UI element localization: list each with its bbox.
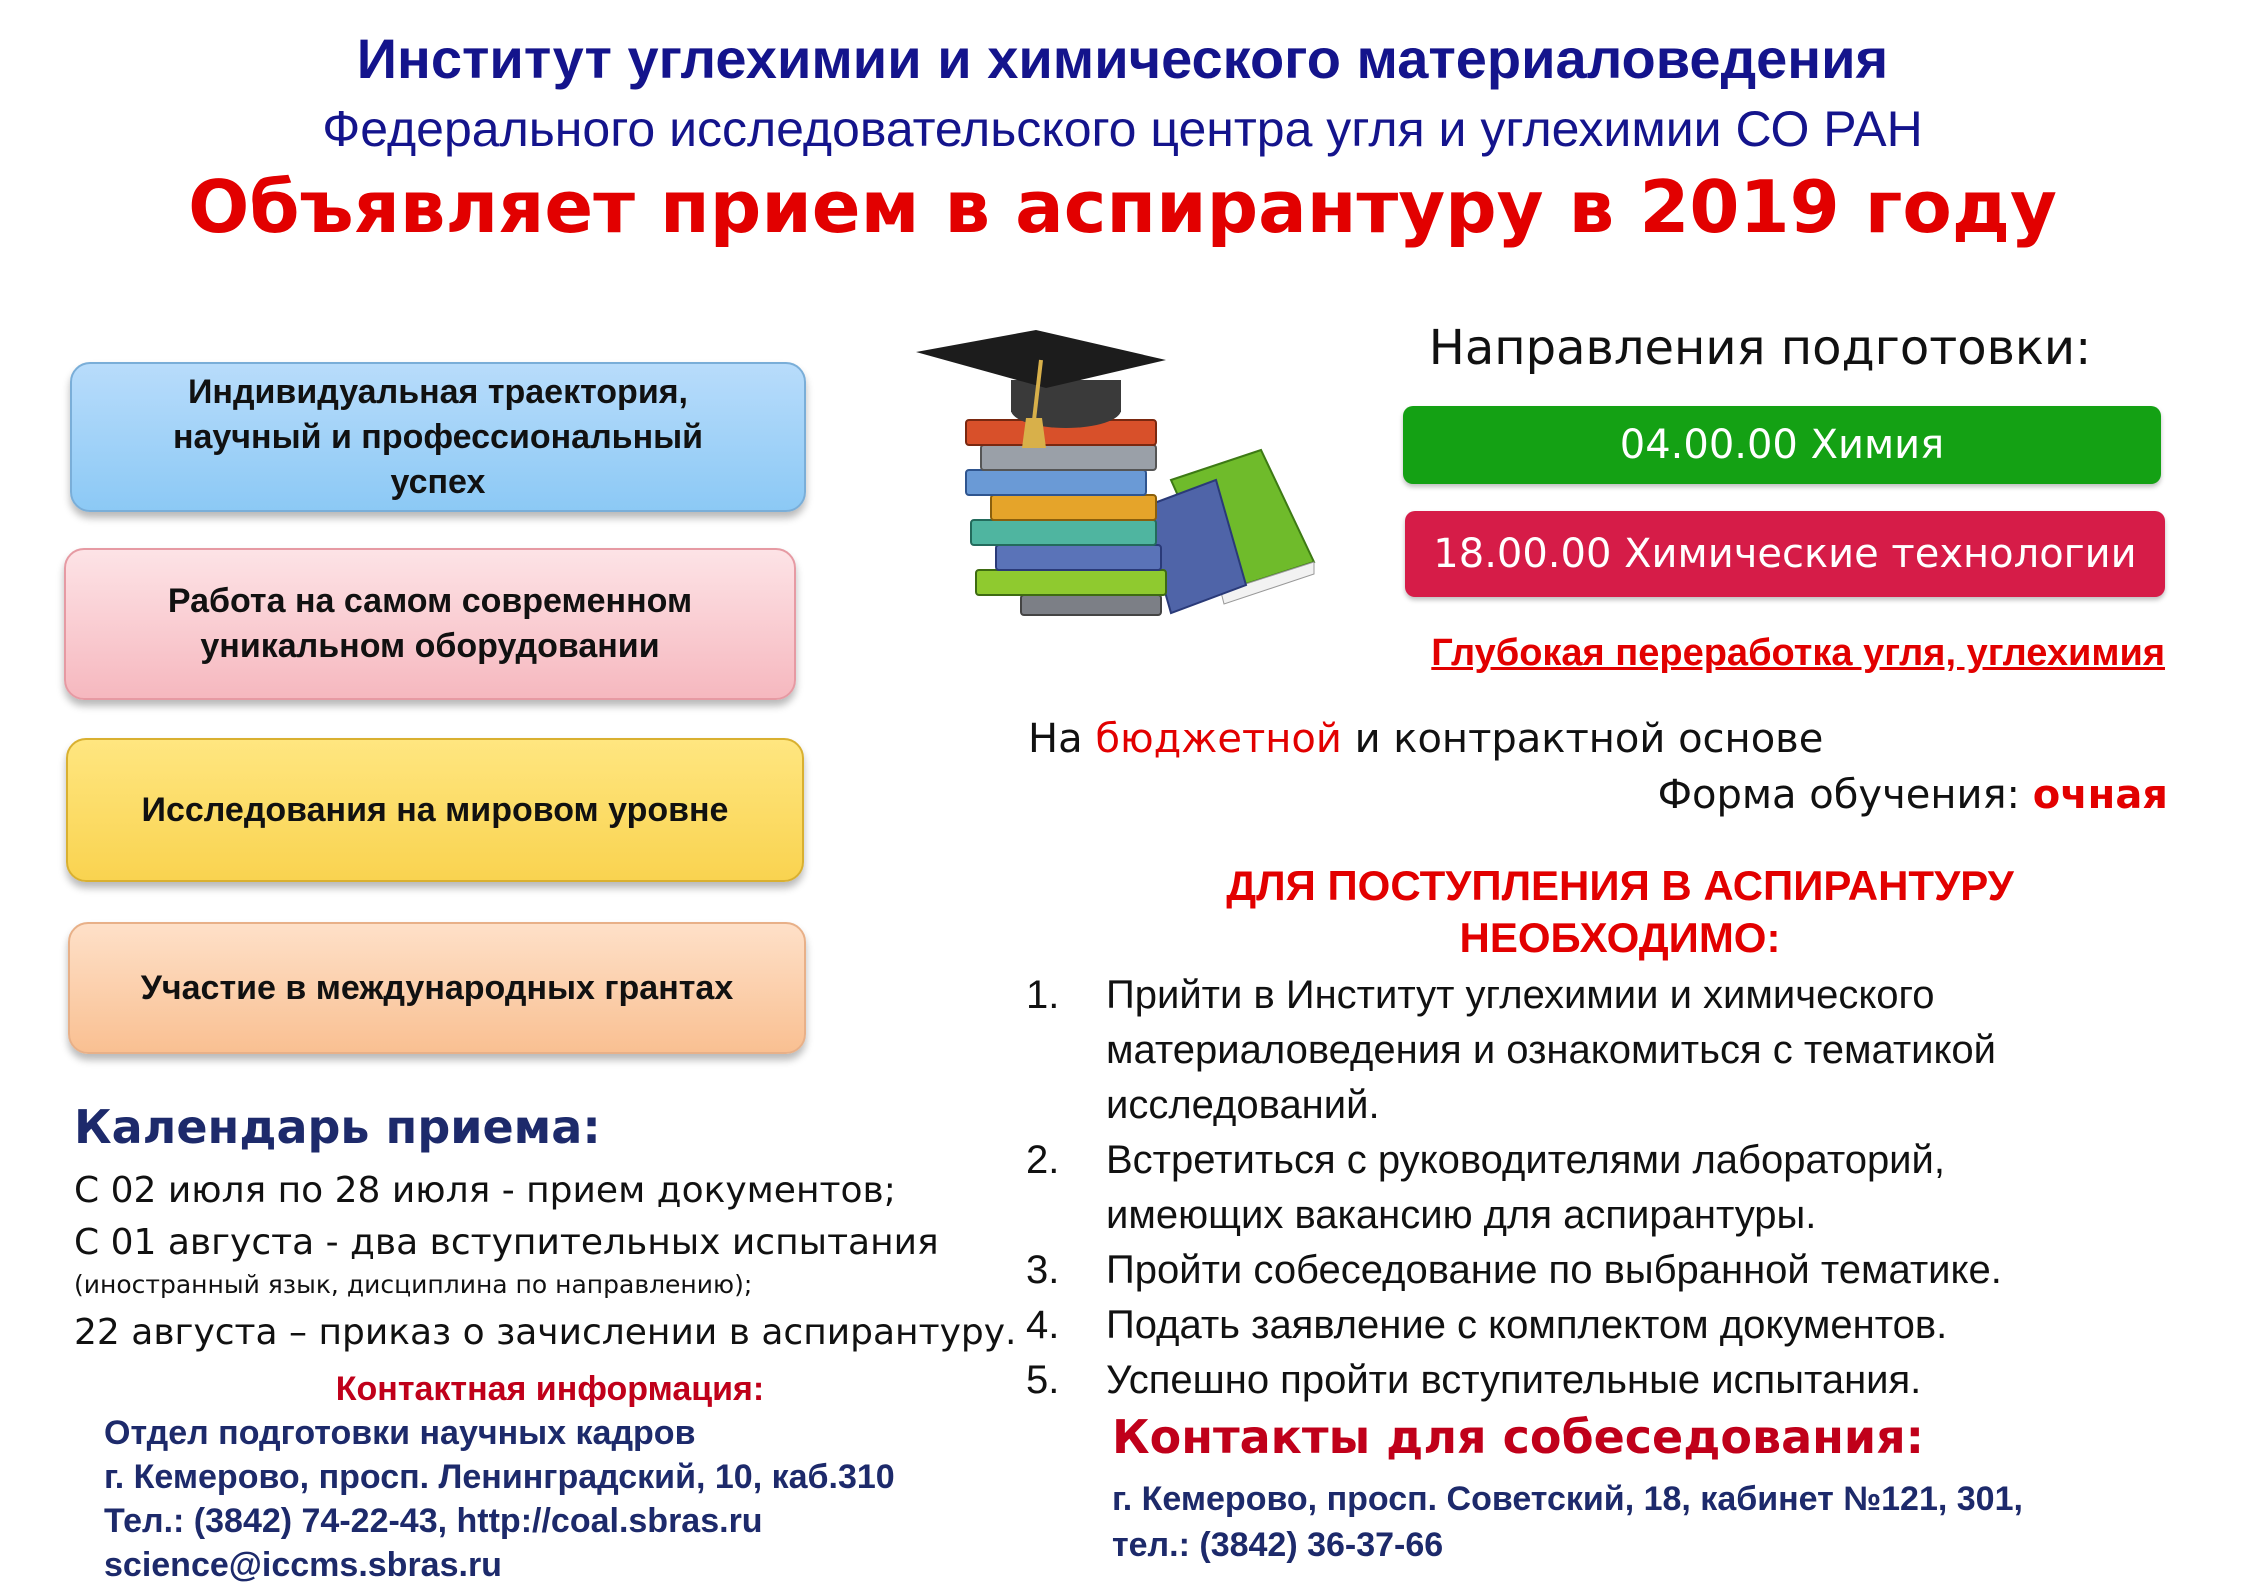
institute-title: Институт углехимии и химического материаловедения [356,27,1889,90]
study-form-value: очная [2032,772,2168,818]
requirements-title-line: НЕОБХОДИМО: [1459,914,1781,961]
list-item-number: 4. [1026,1303,1060,1347]
feature-text: Исследования на мировом уровне [141,790,729,829]
requirements-list [1026,968,2206,1408]
list-item-number: 5. [1026,1358,1060,1402]
direction-chemical-technologies: 18.00.00 Химические технологии [1405,511,2165,597]
feature-text: научный и профессиональный [172,417,704,456]
list-item-number: 2. [1026,1138,1060,1182]
feature-text: успех [390,462,486,501]
requirements-title-line: ДЛЯ ПОСТУПЛЕНИЯ В АСПИРАНТУРУ [1226,862,2014,909]
feature-box-research [66,738,804,882]
list-item-text: Успешно пройти вступительные испытания. [1106,1358,1922,1402]
announcement-title: Объявляет прием в аспирантуру в 2019 году [188,165,2057,249]
list-item-text: Прийти в Институт углехимии и химического [1106,973,1935,1017]
direction-chemistry: 04.00.00 Химия [1403,406,2161,484]
list-item-text: Подать заявление с комплектом документов. [1106,1303,1948,1347]
feature-box-grants [68,922,806,1054]
list-item [1026,1243,2206,1298]
requirements-title [1100,860,2140,964]
study-form [1300,772,2168,818]
list-item-text: материаловедения и ознакомиться с тематикой [1106,1028,1997,1072]
list-item-number: 3. [1026,1248,1060,1292]
calendar-line: 22 августа – приказ о зачислении в аспирантуру. [74,1312,1017,1353]
list-item [1026,1133,2206,1243]
calendar-note: (иностранный язык, дисциплина по направлению); [74,1270,753,1299]
funding-suffix: и контрактной основе [1341,716,1824,762]
contact-address: г. Кемерово, просп. Ленинградский, 10, каб.310 [104,1458,895,1496]
contact-email: science@iccms.sbras.ru [104,1546,502,1584]
interview-contacts-details [1112,1476,2023,1568]
calendar-line: С 02 июля по 28 июля - прием документов; [74,1170,896,1211]
funding-basis [1028,716,1823,762]
study-form-label: Форма обучения: [1657,772,2033,818]
books-graduation-cap-icon [916,330,1336,630]
list-item-text: имеющих вакансию для аспирантуры. [1106,1193,1817,1237]
list-item [1026,968,2206,1133]
feature-text: Индивидуальная траектория, [187,372,689,411]
feature-box-individual-path [70,362,806,512]
feature-text: Участие в международных грантах [140,968,734,1007]
list-item [1026,1298,2206,1353]
calendar-line: С 01 августа - два вступительных испытания [74,1222,939,1263]
contact-dept: Отдел подготовки научных кадров [104,1414,696,1452]
contact-phone-website: Тел.: (3842) 74-22-43, http://coal.sbras.ru [104,1502,763,1540]
funding-highlight: бюджетной [1095,716,1342,762]
list-item-text: Пройти собеседование по выбранной тематике. [1106,1248,2002,1292]
institute-subtitle: Федерального исследовательского центра угля и углехимии СО РАН [322,101,1923,157]
interview-contacts-title: Контакты для собеседования: [1112,1410,1925,1464]
list-item-text: Встретиться с руководителями лабораторий, [1106,1138,1945,1182]
feature-text: Работа на самом современном [167,582,693,620]
interview-address: г. Кемерово, просп. Советский, 18, кабинет №121, 301, [1112,1480,2023,1518]
list-item [1026,1353,2206,1408]
feature-text: уникальном оборудовании [200,627,660,665]
list-item-number: 1. [1026,973,1060,1017]
specialization-text: Глубокая переработка угля, углехимия [1431,632,2165,674]
contact-info-title: Контактная информация: [335,1370,765,1408]
interview-phone: тел.: (3842) 36-37-66 [1112,1526,1444,1564]
feature-box-equipment [64,548,796,700]
funding-prefix: На [1028,716,1096,762]
directions-title: Направления подготовки: [1428,320,2092,376]
list-item-text: исследований. [1106,1083,1380,1127]
calendar-title: Календарь приема: [74,1100,601,1154]
